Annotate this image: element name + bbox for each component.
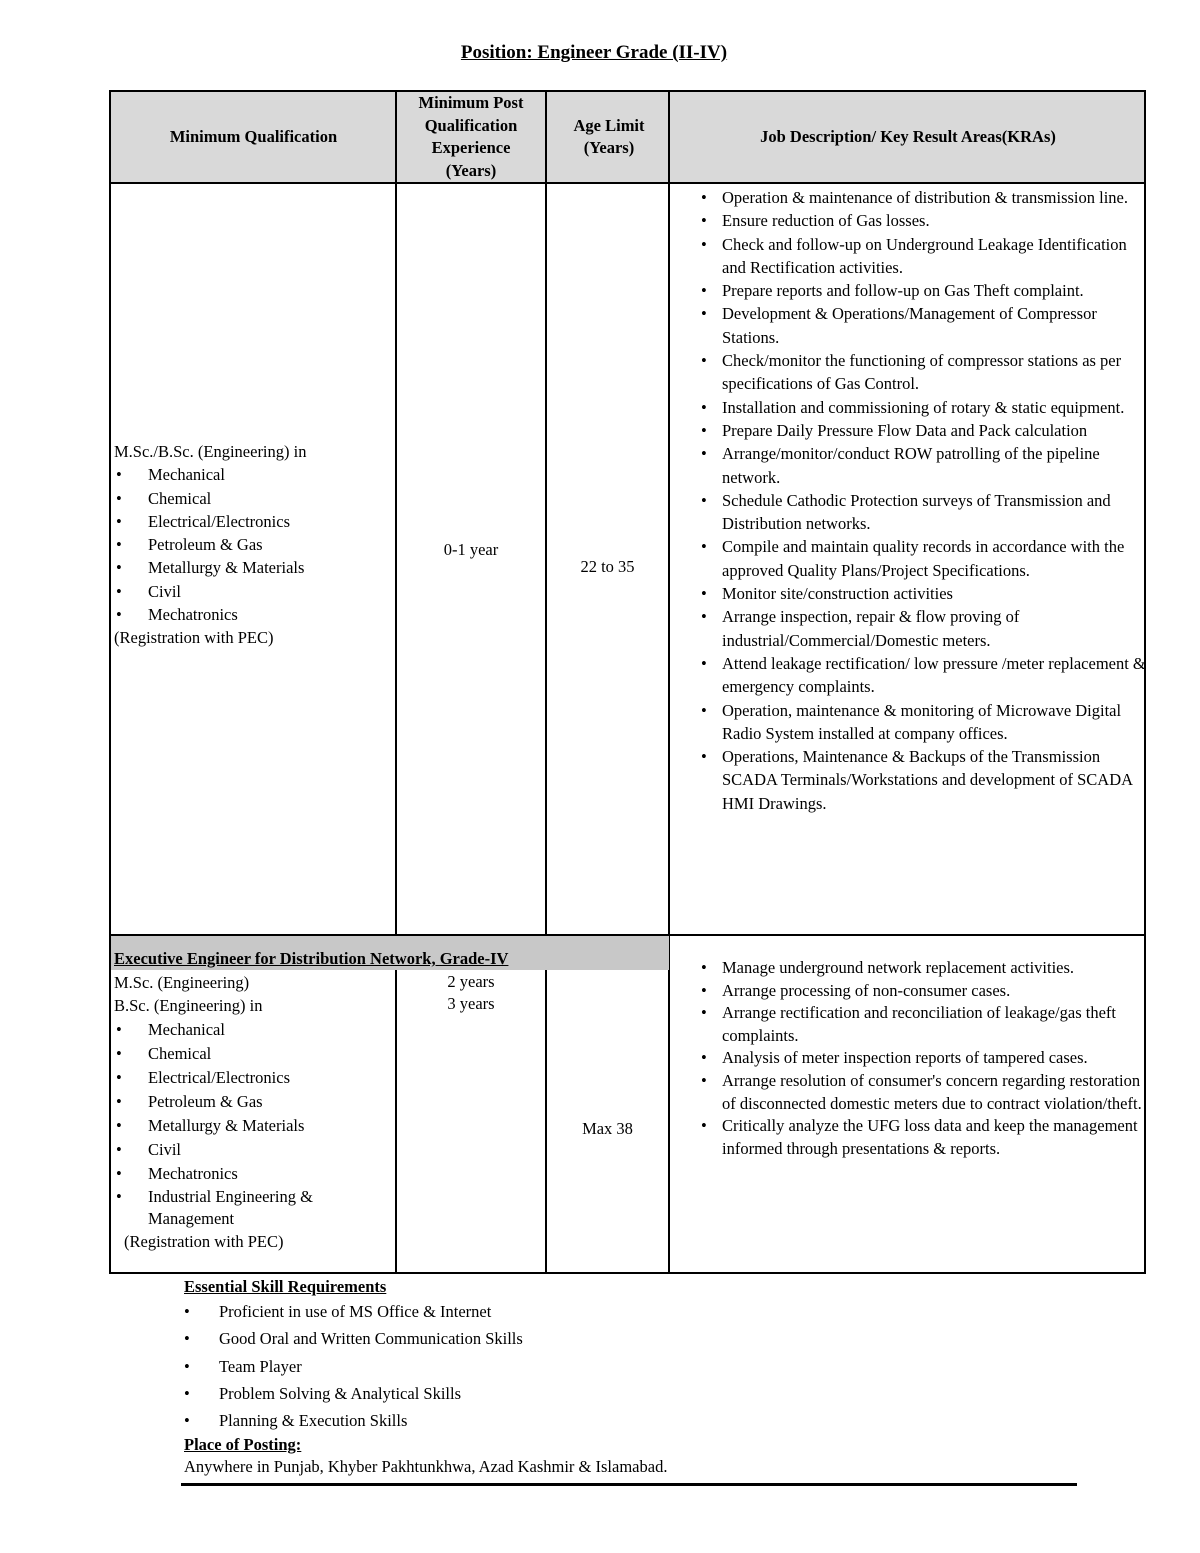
- list-item: • Arrange inspection, repair & flow proving of industrial/Commercial/Domestic meters.: [686, 605, 1146, 652]
- list-item: • Arrange rectification and reconciliation of leakage/gas theft complaints.: [686, 1002, 1146, 1047]
- list-item: • Problem Solving & Analytical Skills: [184, 1380, 1084, 1407]
- skills-list: [184, 1298, 1084, 1434]
- list-item: • Attend leakage rectification/ low pressure /meter replacement & emergency complaints.: [686, 652, 1146, 699]
- page-title: Position: Engineer Grade (II-IV): [460, 42, 728, 63]
- posting-heading: Place of Posting:: [184, 1435, 302, 1455]
- list-item: • Check/monitor the functioning of compressor stations as per specifications of Gas Control.: [686, 349, 1146, 396]
- list-item: • Petroleum & Gas: [114, 533, 392, 556]
- list-item: • Operations, Maintenance & Backups of the Transmission SCADA Terminals/Workstations and development of SCADA HMI Drawings.: [686, 745, 1146, 815]
- list-item: • Monitor site/construction activities: [686, 582, 1146, 605]
- row1-experience: 0-1 year: [443, 540, 499, 559]
- list-item: • Team Player: [184, 1353, 1084, 1380]
- row1-qualification: [114, 440, 392, 650]
- row2-msc: M.Sc. (Engineering): [114, 973, 250, 992]
- column-divider-1: [395, 92, 397, 934]
- list-item: • Analysis of meter inspection reports of tampered cases.: [686, 1047, 1146, 1070]
- list-item: • Prepare Daily Pressure Flow Data and Pack calculation: [686, 419, 1146, 442]
- column-divider-2: [545, 92, 547, 934]
- list-item: • Chemical: [114, 1042, 392, 1066]
- executive-engineer-section-title: [111, 936, 669, 970]
- list-item: • Ensure reduction of Gas losses.: [686, 209, 1146, 232]
- list-item: • Good Oral and Written Communication Skills: [184, 1325, 1084, 1352]
- skills-heading: Essential Skill Requirements: [184, 1277, 387, 1296]
- header-age-limit: Age Limit (Years): [573, 115, 645, 157]
- row2-bsc: B.Sc. (Engineering) in: [114, 996, 263, 1016]
- header-experience: Minimum Post Qualification Experience (Years): [418, 93, 524, 180]
- row2-experience-bsc: 3 years: [447, 994, 495, 1013]
- header-divider: [111, 182, 1144, 184]
- row2-kra-list: [686, 957, 1146, 1160]
- list-item: • Compile and maintain quality records in accordance with the approved Quality Plans/Project Specifications.: [686, 535, 1146, 582]
- list-item: • Planning & Execution Skills: [184, 1407, 1084, 1434]
- list-item: • Metallurgy & Materials: [114, 556, 392, 579]
- list-item: • Civil: [114, 1138, 392, 1162]
- list-item: • Critically analyze the UFG loss data and keep the management informed through presentations & reports.: [686, 1115, 1146, 1160]
- list-item: • Arrange/monitor/conduct ROW patrolling of the pipeline network.: [686, 442, 1146, 489]
- list-item: • Electrical/Electronics: [114, 1066, 392, 1090]
- list-item: • Manage underground network replacement activities.: [686, 957, 1146, 980]
- row1-age-limit: 22 to 35: [580, 557, 635, 576]
- list-item: • Arrange processing of non-consumer cases.: [686, 980, 1146, 1003]
- list-item: • Industrial Engineering & Management: [114, 1186, 348, 1230]
- row1-kra-list: [686, 186, 1146, 815]
- posting-text: Anywhere in Punjab, Khyber Pakhtunkhwa, Azad Kashmir & Islamabad.: [184, 1457, 668, 1477]
- requirements-section: [184, 1276, 1084, 1478]
- row2-registration: (Registration with PEC): [124, 1231, 284, 1251]
- row2-age-limit: Max 38: [582, 1119, 633, 1138]
- list-item: • Check and follow-up on Underground Leakage Identification and Rectification activities.: [686, 233, 1146, 280]
- list-item: • Mechanical: [114, 1018, 392, 1042]
- list-item: • Civil: [114, 580, 392, 603]
- row2-experience-msc: 2 years: [447, 972, 495, 991]
- row1-registration: (Registration with PEC): [114, 628, 274, 648]
- list-item: • Operation, maintenance & monitoring of Microwave Digital Radio System installed at company offices.: [686, 699, 1146, 746]
- bottom-rule: [181, 1483, 1077, 1486]
- list-item: • Installation and commissioning of rotary & static equipment.: [686, 396, 1146, 419]
- list-item: • Proficient in use of MS Office & Internet: [184, 1298, 1084, 1325]
- list-item: • Electrical/Electronics: [114, 510, 392, 533]
- header-qualification: Minimum Qualification: [169, 126, 338, 146]
- list-item: • Mechatronics: [114, 603, 392, 626]
- list-item: • Prepare reports and follow-up on Gas Theft complaint.: [686, 279, 1146, 302]
- list-item: • Operation & maintenance of distribution & transmission line.: [686, 186, 1146, 209]
- row1-discipline-list: [114, 463, 392, 626]
- list-item: • Mechatronics: [114, 1162, 392, 1186]
- header-job-description: Job Description/ Key Result Areas(KRAs): [760, 126, 1056, 146]
- column-divider-3: [668, 92, 670, 1272]
- list-item: • Chemical: [114, 487, 392, 510]
- list-item: • Arrange resolution of consumer's concern regarding restoration of disconnected domestic meters due to contract violation/theft.: [686, 1070, 1146, 1115]
- section-title-text: Executive Engineer for Distribution Network, Grade-IV: [114, 949, 509, 968]
- row2-discipline-list: [114, 1018, 392, 1230]
- qualification-table: [109, 90, 1146, 1274]
- row2-kra-cell: [686, 957, 1146, 1160]
- row1-kra-cell: [686, 186, 1146, 815]
- row2-qualification: [114, 971, 392, 1253]
- row1-qualification-intro: M.Sc./B.Sc. (Engineering) in: [114, 442, 307, 461]
- list-item: • Metallurgy & Materials: [114, 1114, 392, 1138]
- list-item: • Mechanical: [114, 463, 392, 486]
- list-item: • Development & Operations/Management of Compressor Stations.: [686, 302, 1146, 349]
- row2-experience: [397, 971, 545, 1015]
- list-item: • Schedule Cathodic Protection surveys of Transmission and Distribution networks.: [686, 489, 1146, 536]
- list-item: • Petroleum & Gas: [114, 1090, 392, 1114]
